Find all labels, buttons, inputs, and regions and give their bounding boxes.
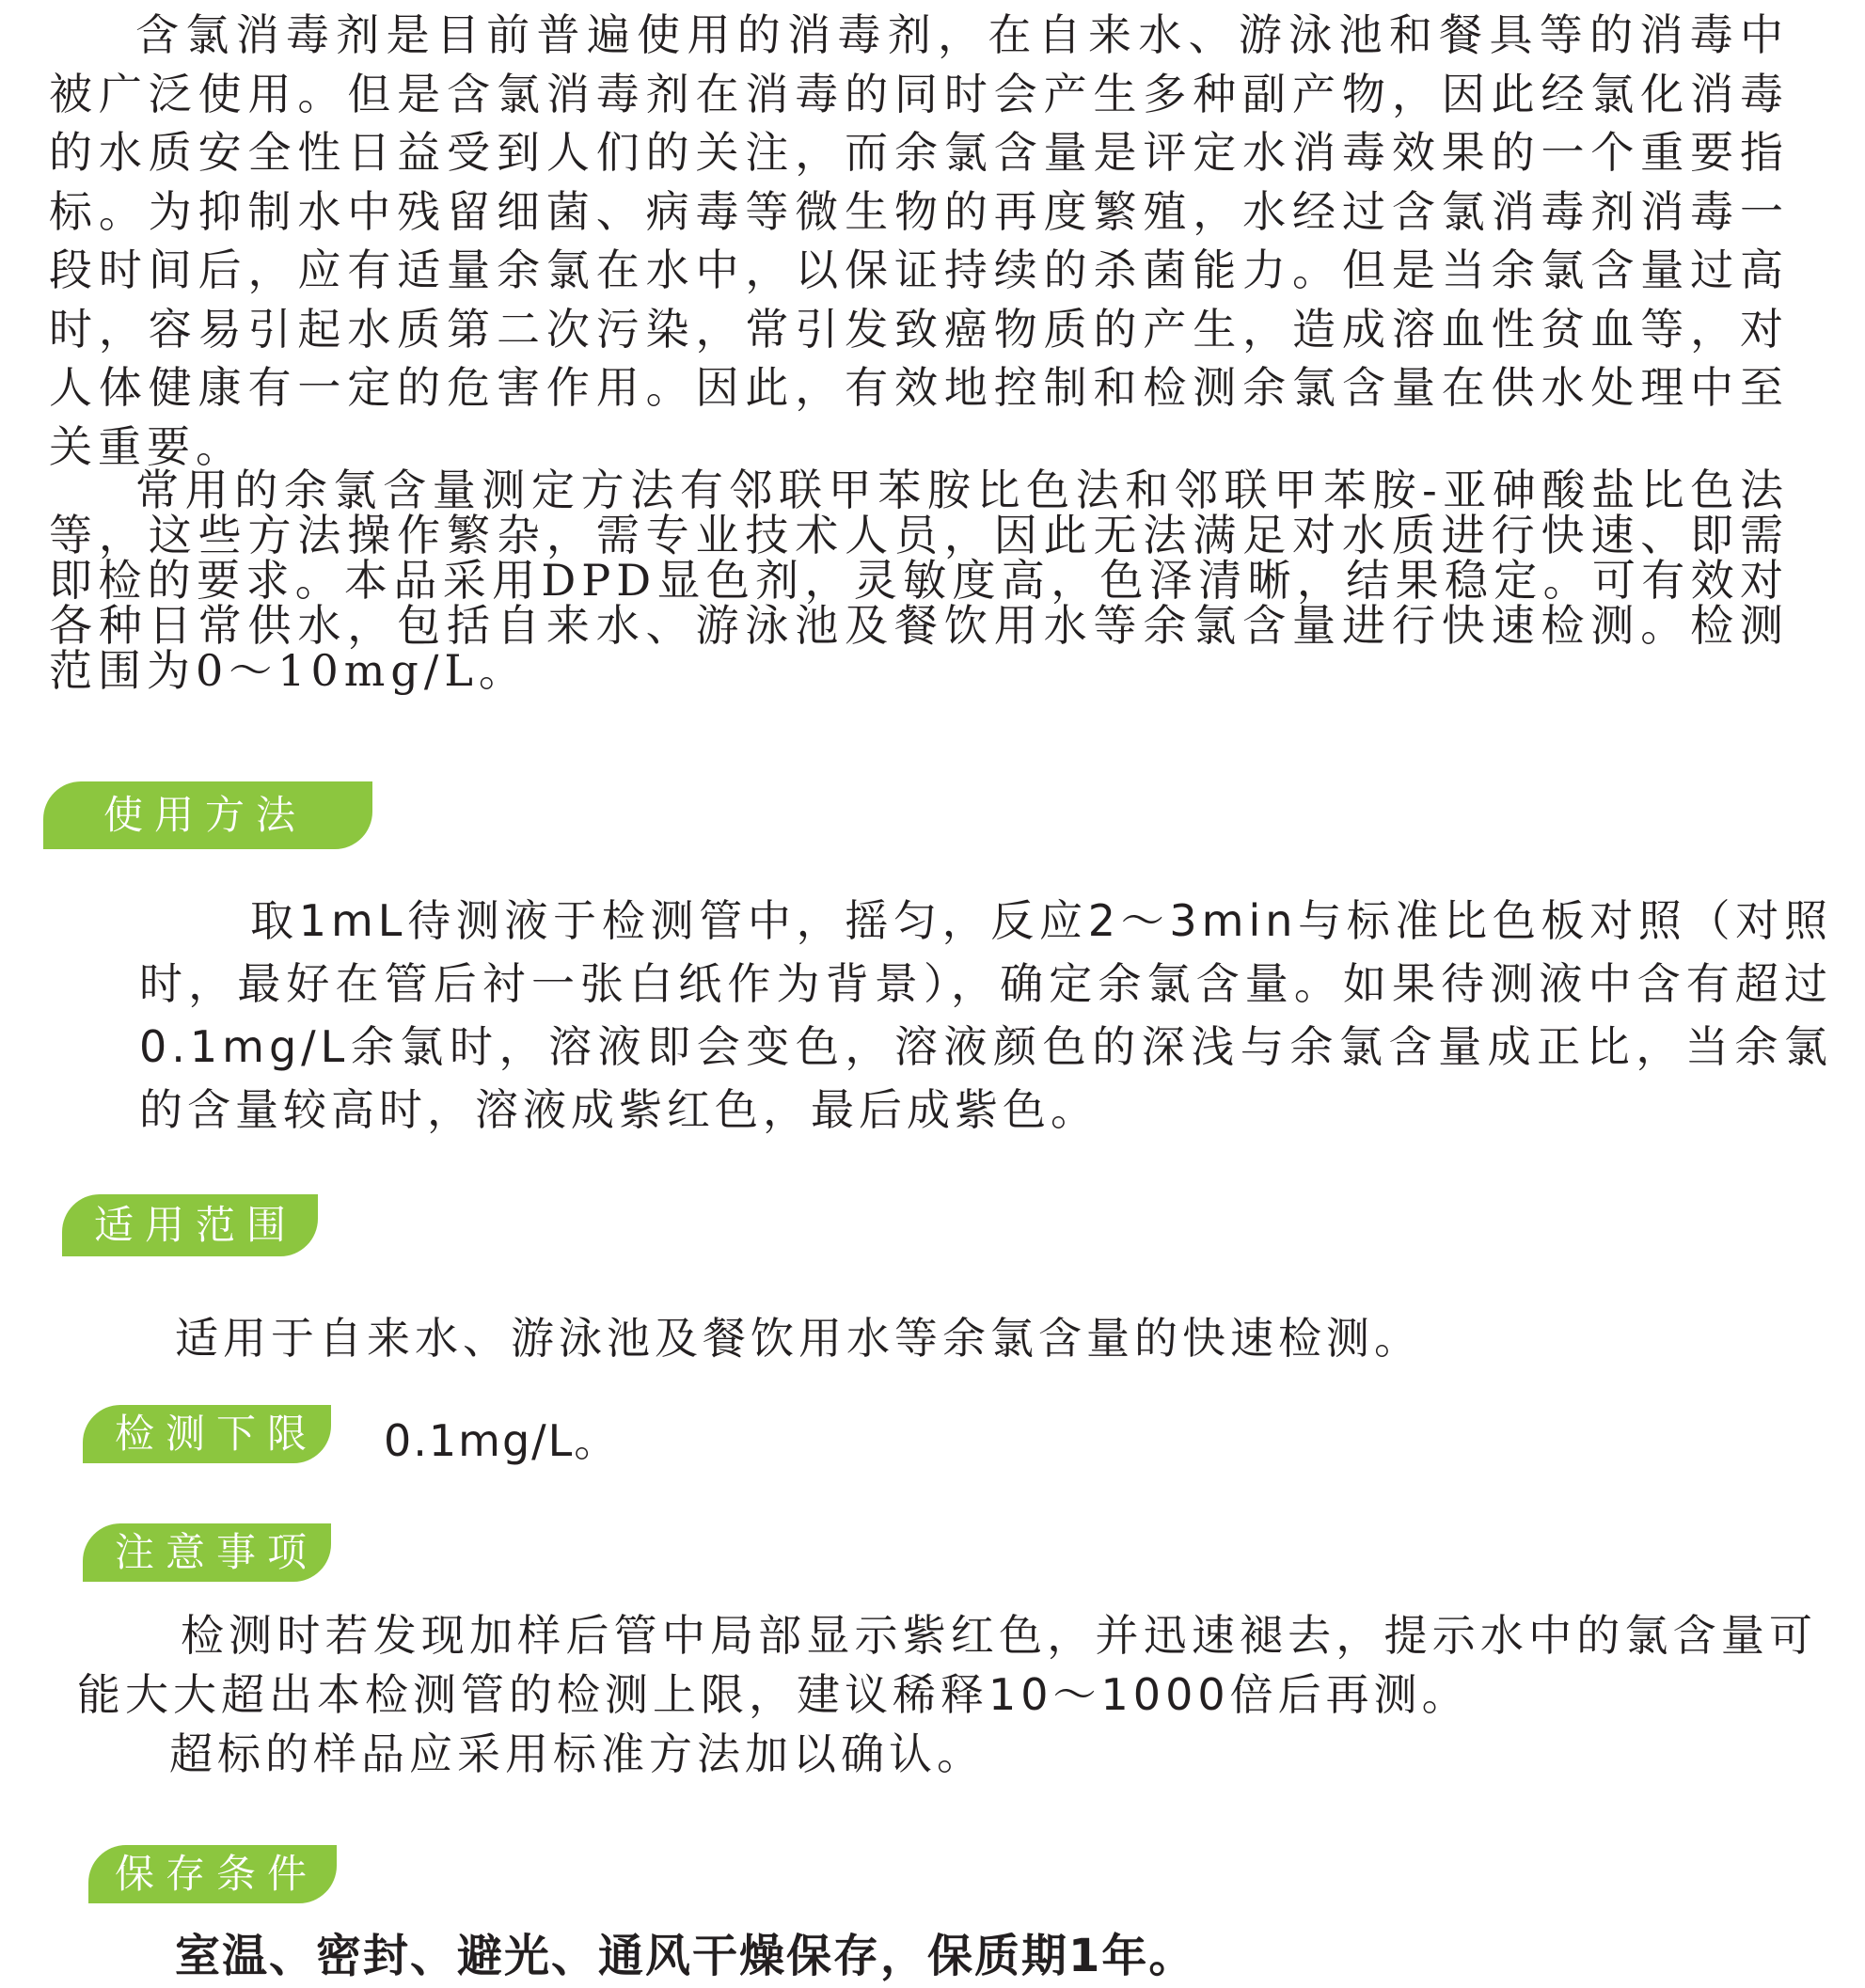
section-tab-storage: 保存条件 — [88, 1845, 337, 1903]
usage-text-content: 取1mL待测液于检测管中，摇匀，反应2～3min与标准比色板对照（对照时，最好在管后衬一张白纸作为背景），确定余氯含量。如果待测液中含有超过0.1mg/L余氯时，溶液即会变色，溶液颜色的深浅与余氯含量成正比，当余氯的含量较高时，溶液成紫红色，最后成紫色。 — [139, 895, 1832, 1135]
section-tab-notes: 注意事项 — [83, 1523, 331, 1582]
storage-text: 室温、密封、避光、通风干燥保存，保质期1年。 — [175, 1930, 1196, 1982]
section-tab-detection-limit: 检测下限 — [83, 1405, 331, 1463]
usage-text — [139, 890, 1832, 1142]
intro-paragraph-2: 常用的余氯含量测定方法有邻联甲苯胺比色法和邻联甲苯胺-亚砷酸盐比色法等，这些方法操作繁杂，需专业技术人员，因此无法满足对水质进行快速、即需即检的要求。本品采用DPD显色剂，灵敏度高，色泽清晰，结果稳定。可有效对各种日常供水，包括自来水、游泳池及餐饮用水等余氯含量进行快速检测。检测范围为0～10mg/L。 — [49, 465, 1789, 696]
notes-text — [77, 1606, 1817, 1784]
notes-paragraph-1 — [77, 1606, 1817, 1725]
detection-limit-value: 0.1mg/L。 — [384, 1415, 620, 1466]
notes-text-1: 检测时若发现加样后管中局部显示紫红色，并迅速褪去，提示水中的氯含量可能大大超出本检测管的检测上限，建议稀释10～1000倍后再测。 — [77, 1610, 1817, 1720]
notes-paragraph-2: 超标的样品应采用标准方法加以确认。 — [169, 1728, 985, 1779]
scope-text: 适用于自来水、游泳池及餐饮用水等余氯含量的快速检测。 — [175, 1313, 1422, 1364]
section-tab-usage: 使用方法 — [43, 781, 372, 849]
section-tab-scope: 适用范围 — [62, 1194, 318, 1256]
intro-paragraph-1: 含氯消毒剂是目前普遍使用的消毒剂，在自来水、游泳池和餐具等的消毒中被广泛使用。但是含氯消毒剂在消毒的同时会产生多种副产物，因此经氯化消毒的水质安全性日益受到人们的关注，而余氯含量是评定水消毒效果的一个重要指标。为抑制水中残留细菌、病毒等微生物的再度繁殖，水经过含氯消毒剂消毒一段时间后，应有适量余氯在水中，以保证持续的杀菌能力。但是当余氯含量过高时，容易引起水质第二次污染，常引发致癌物质的产生，造成溶血性贫血等，对人体健康有一定的危害作用。因此，有效地控制和检测余氯含量在供水处理中至关重要。 — [49, 9, 1789, 472]
